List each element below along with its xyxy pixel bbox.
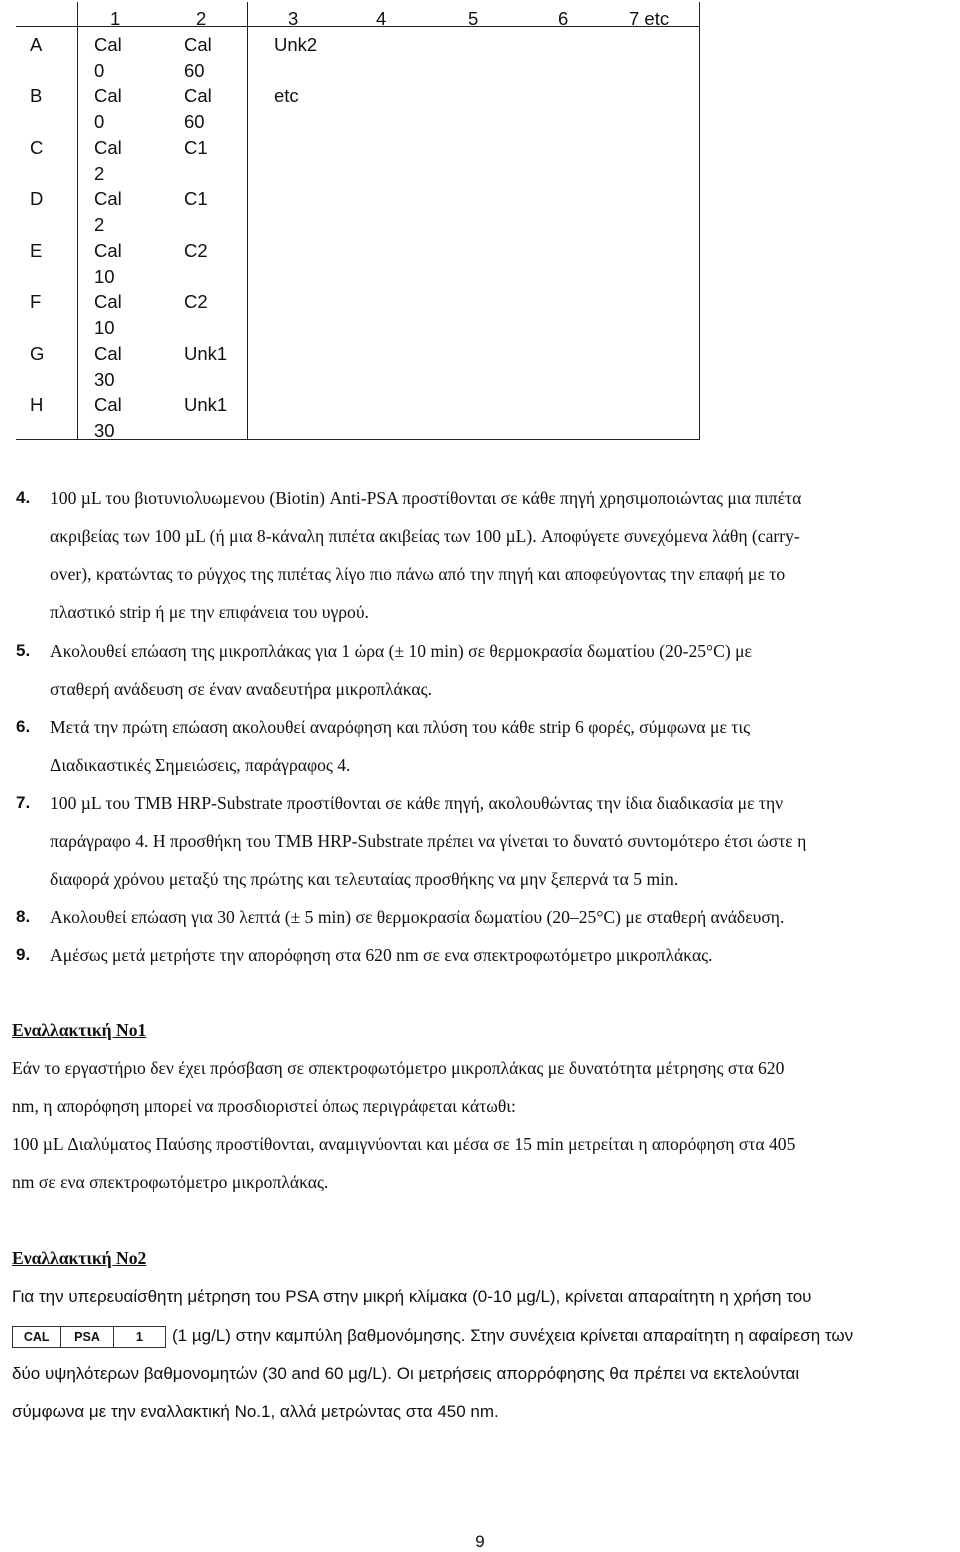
row-label: A [30, 34, 43, 55]
well-cell: 2 [94, 214, 105, 235]
well-cell: 10 [94, 266, 115, 287]
well-cell: Unk1 [184, 394, 228, 415]
well-cell: Cal [94, 34, 122, 55]
step-text: Μετά την πρώτη επώαση ακολουθεί αναρόφηση και πλύση του κάθε strip 6 φορές, σύμφωνα με τις [50, 717, 751, 737]
row-label: E [30, 240, 43, 261]
well-cell: Unk2 [274, 34, 318, 55]
step-text: Αμέσως μετά μετρήστε την απορόφηση στα 620 nm σε ενα σπεκτροφωτόμετρο μικροπλάκας. [50, 945, 713, 965]
row-label: C [30, 137, 44, 158]
step-text: ακριβείας των 100 µL (ή μια 8-κάναλη πιπέτα ακιβείας των 100 µL). Αποφύγετε συνεχόμενα λάθη (carry- [50, 526, 800, 546]
well-cell: Cal [94, 188, 122, 209]
paragraph-line: Εάν το εργαστήριο δεν έχει πρόσβαση σε σπεκτροφωτόμετρο μικροπλάκας με δυνατότητα μέτρησης στα 620 [12, 1058, 785, 1078]
step-number: 8. [16, 907, 31, 926]
column-header: 6 [558, 8, 569, 29]
calibrator-number: 1 [135, 1330, 143, 1344]
well-cell: C2 [184, 240, 208, 261]
step-number: 4. [16, 488, 31, 507]
well-cell: Cal [94, 343, 122, 364]
well-cell: 30 [94, 420, 115, 441]
well-cell: Unk1 [184, 343, 228, 364]
paragraph-line: Για την υπερευαίσθητη μέτρηση του PSA στην μικρή κλίμακα (0-10 µg/L), κρίνεται απαραίτητη η χρήση του [12, 1287, 812, 1306]
row-label: H [30, 394, 44, 415]
step-number: 9. [16, 945, 31, 964]
paragraph-line: 100 µL Διαλύματος Παύσης προστίθονται, αναμιγνύονται και μέσα σε 15 min μετρείται η απορόφηση στα 405 [12, 1134, 796, 1154]
well-cell: 2 [94, 163, 105, 184]
well-cell: C1 [184, 137, 208, 158]
plate-layout-table [16, 2, 700, 440]
well-cell: Cal [94, 240, 122, 261]
well-cell: etc [274, 85, 299, 106]
well-cell: 0 [94, 60, 105, 81]
section-heading-alt1: Εναλλακτική Νο1 [12, 1020, 147, 1040]
step-text: πλαστικό strip ή με την επιφάνεια του υγρού. [50, 602, 369, 622]
well-cell: Cal [184, 34, 212, 55]
well-cell: C1 [184, 188, 208, 209]
step-text: Ακολουθεί επώαση της μικροπλάκας για 1 ώρα (± 10 min) σε θερμοκρασία δωματίου (20-25°C) με [50, 641, 752, 661]
column-header: 2 [196, 8, 207, 29]
well-cell: Cal [94, 85, 122, 106]
paragraph-line: nm, η απορόφηση μπορεί να προσδιοριστεί όπως περιγράφεται κάτωθι: [12, 1096, 516, 1116]
well-cell: Cal [184, 85, 212, 106]
well-cell: Cal [94, 291, 122, 312]
paragraph-line: (1 µg/L) στην καμπύλη βαθμονόμησης. Στην συνέχεια κρίνεται απαραίτητη η αφαίρεση των [172, 1326, 854, 1345]
step-text: διαφορά χρόνου μεταξύ της πρώτης και τελευταίας προσθήκης να μην ξεπερνά τα 5 min. [50, 869, 679, 889]
row-label: G [30, 343, 45, 364]
well-cell: Cal [94, 394, 122, 415]
step-text: Διαδικαστικές Σημειώσεις, παράγραφος 4. [50, 755, 351, 775]
paragraph-line: σύμφωνα με την εναλλακτική Νο.1, αλλά μετρώντας στα 450 nm. [12, 1402, 499, 1421]
step-number: 7. [16, 793, 31, 812]
paragraph-line: nm σε ενα σπεκτροφωτόμετρο μικροπλάκας. [12, 1172, 329, 1192]
table-grid-line [77, 2, 78, 440]
column-header: 4 [376, 8, 387, 29]
well-cell: C2 [184, 291, 208, 312]
cal-label: CAL [13, 1327, 61, 1347]
row-label: B [30, 85, 43, 106]
column-header: 5 [468, 8, 479, 29]
step-text: Ακολουθεί επώαση για 30 λεπτά (± 5 min) σε θερμοκρασία δωματίου (20–25°C) με σταθερή ανάδευση. [50, 907, 785, 927]
row-label: D [30, 188, 44, 209]
page-number: 9 [475, 1532, 485, 1551]
table-grid-line [16, 439, 700, 440]
step-text: παράγραφο 4. Η προσθήκη του TMB HRP-Substrate πρέπει να γίνεται το δυνατό συντομότερο έτσι ώστε η [50, 831, 807, 851]
section-heading-alt2: Εναλλακτική Νο2 [12, 1248, 147, 1268]
step-text: over), κρατώντας το ρύγχος της πιπέτας λίγο πιο πάνω από την πηγή και αποφεύγοντας την επαφή με το [50, 564, 786, 584]
well-cell: 10 [94, 317, 115, 338]
step-text: 100 µL του TMB HRP-Substrate προστίθονται σε κάθε πηγή, ακολουθώντας την ίδια διαδικασία με την [50, 793, 784, 813]
well-cell: 60 [184, 111, 205, 132]
paragraph-line: δύο υψηλότερων βαθμονομητών (30 and 60 µg/L). Οι μετρήσεις απορρόφησης θα πρέπει να εκτελούνται [12, 1364, 800, 1383]
step-text: 100 µL του βιοτυνιολυωμενου (Biotin) Anti-PSA προστίθονται σε κάθε πηγή χρησιμοποιώντας μια πιπέτα [50, 488, 802, 508]
cal-psa-label-box [12, 1326, 166, 1348]
table-grid-line [247, 2, 248, 440]
step-number: 5. [16, 641, 31, 660]
well-cell: Cal [94, 137, 122, 158]
step-number: 6. [16, 717, 31, 736]
well-cell: 60 [184, 60, 205, 81]
table-grid-line [699, 2, 700, 440]
column-header: 3 [288, 8, 299, 29]
column-header: 7 etc [629, 8, 670, 29]
row-label: F [30, 291, 42, 312]
column-header: 1 [110, 8, 121, 29]
psa-label: PSA [61, 1327, 113, 1347]
step-text: σταθερή ανάδευση σε έναν αναδευτήρα μικροπλάκας. [50, 679, 432, 699]
well-cell: 30 [94, 369, 115, 390]
well-cell: 0 [94, 111, 105, 132]
